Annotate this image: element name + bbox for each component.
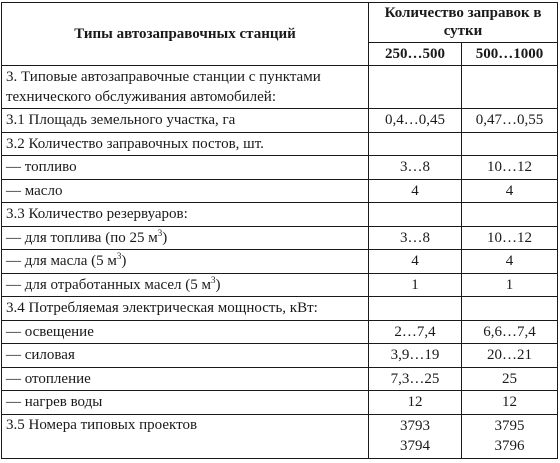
- row-label-text: 3.2 Количество заправочных постов, шт.: [6, 135, 264, 152]
- table-row: [2, 344, 558, 368]
- value-cell-a: 3…8: [369, 226, 462, 250]
- value-cell-a: 12: [369, 391, 462, 415]
- value-cell-a: 1: [369, 273, 462, 297]
- projects-col-b: [462, 414, 558, 458]
- value-cell-b: [462, 203, 558, 227]
- value-cell-a: [369, 297, 462, 321]
- projects-col-a: [369, 414, 462, 458]
- row-label-tail: ): [121, 253, 127, 270]
- unit-superscript: 3: [157, 227, 163, 238]
- row-label-text: — для отработанных масел (5 м: [6, 276, 211, 293]
- row-label-tail: ): [162, 229, 168, 246]
- row-label-text: — силовая: [6, 347, 75, 364]
- unit-superscript: 3: [116, 251, 122, 262]
- row-label-text: — масло: [6, 182, 63, 199]
- row-label-tail: ): [215, 276, 221, 293]
- table-row: [2, 179, 558, 203]
- table-body: [2, 109, 558, 415]
- table-row: [2, 297, 558, 321]
- header-col-b: 500…1000: [462, 42, 558, 65]
- row-label: [2, 179, 369, 203]
- project-number: 3794: [400, 438, 430, 454]
- row-label-text: 3.4 Потребляемая электрическая мощность, кВт:: [6, 300, 318, 317]
- value-cell-b: 25: [462, 367, 558, 391]
- table-header-row: [2, 3, 558, 43]
- row-label: [2, 344, 369, 368]
- table-row: [2, 273, 558, 297]
- value-cell-a: 3…8: [369, 156, 462, 180]
- row-label-text: — нагрев воды: [6, 394, 103, 411]
- value-cell-a: 3,9…19: [369, 344, 462, 368]
- row-label-text: — для масла (5 м: [6, 253, 117, 270]
- project-number: 3796: [494, 438, 525, 454]
- row-label-text: 3.1 Площадь земельного участка, га: [6, 112, 236, 129]
- row-label-text: 3.3 Количество резервуаров:: [6, 206, 188, 223]
- value-cell-a: 7,3…25: [369, 367, 462, 391]
- row-label-text: — освещение: [6, 323, 94, 340]
- row-label: [2, 367, 369, 391]
- row-label: [2, 320, 369, 344]
- value-cell-b: 4: [462, 179, 558, 203]
- value-cell-a: 4: [369, 250, 462, 274]
- value-cell-b: 10…12: [462, 156, 558, 180]
- row-label: [2, 226, 369, 250]
- value-cell-b: 12: [462, 391, 558, 415]
- row-label-text: — отопление: [6, 370, 91, 387]
- table-row: [2, 132, 558, 156]
- value-cell-a: 4: [369, 179, 462, 203]
- value-cell-b: 0,47…0,55: [462, 109, 558, 133]
- row-label: [2, 297, 369, 321]
- project-number: 3795: [494, 418, 525, 434]
- header-col-a: 250…500: [369, 42, 462, 65]
- value-cell-b: [462, 297, 558, 321]
- header-types: Типы автозаправочных станций: [2, 3, 369, 66]
- row-label: [2, 250, 369, 274]
- value-cell-b: 20…21: [462, 344, 558, 368]
- intro-empty-a: [369, 66, 462, 109]
- intro-empty-b: [462, 66, 558, 109]
- row-label: [2, 132, 369, 156]
- value-cell-a: 2…7,4: [369, 320, 462, 344]
- value-cell-a: [369, 203, 462, 227]
- unit-superscript: 3: [210, 274, 216, 285]
- value-cell-a: 0,4…0,45: [369, 109, 462, 133]
- value-cell-b: 1: [462, 273, 558, 297]
- row-label: [2, 109, 369, 133]
- intro-row: [2, 66, 558, 109]
- row-label-text: — топливо: [6, 159, 77, 176]
- value-cell-b: [462, 132, 558, 156]
- row-label: [2, 391, 369, 415]
- value-cell-b: 10…12: [462, 226, 558, 250]
- value-cell-b: 4: [462, 250, 558, 274]
- table-row: [2, 250, 558, 274]
- project-number: 3793: [400, 418, 430, 434]
- value-cell-a: [369, 132, 462, 156]
- value-cell-b: 6,6…7,4: [462, 320, 558, 344]
- intro-text: 3. Типовые автозаправочные станции с пунктами технического обслуживания автомобилей:: [2, 66, 369, 109]
- table-row: [2, 203, 558, 227]
- table-row: [2, 320, 558, 344]
- row-label-text: — для топлива (по 25 м: [6, 229, 158, 246]
- table-row-projects: [2, 414, 558, 458]
- table-row: [2, 156, 558, 180]
- table-row: [2, 367, 558, 391]
- row-label: [2, 156, 369, 180]
- table-row: [2, 391, 558, 415]
- table-row: [2, 109, 558, 133]
- table-row: [2, 226, 558, 250]
- projects-label: 3.5 Номера типовых проектов: [2, 414, 369, 458]
- row-label: [2, 273, 369, 297]
- row-label: [2, 203, 369, 227]
- specifications-table: [1, 2, 558, 459]
- header-quantity: Количество заправок в сутки: [369, 3, 558, 43]
